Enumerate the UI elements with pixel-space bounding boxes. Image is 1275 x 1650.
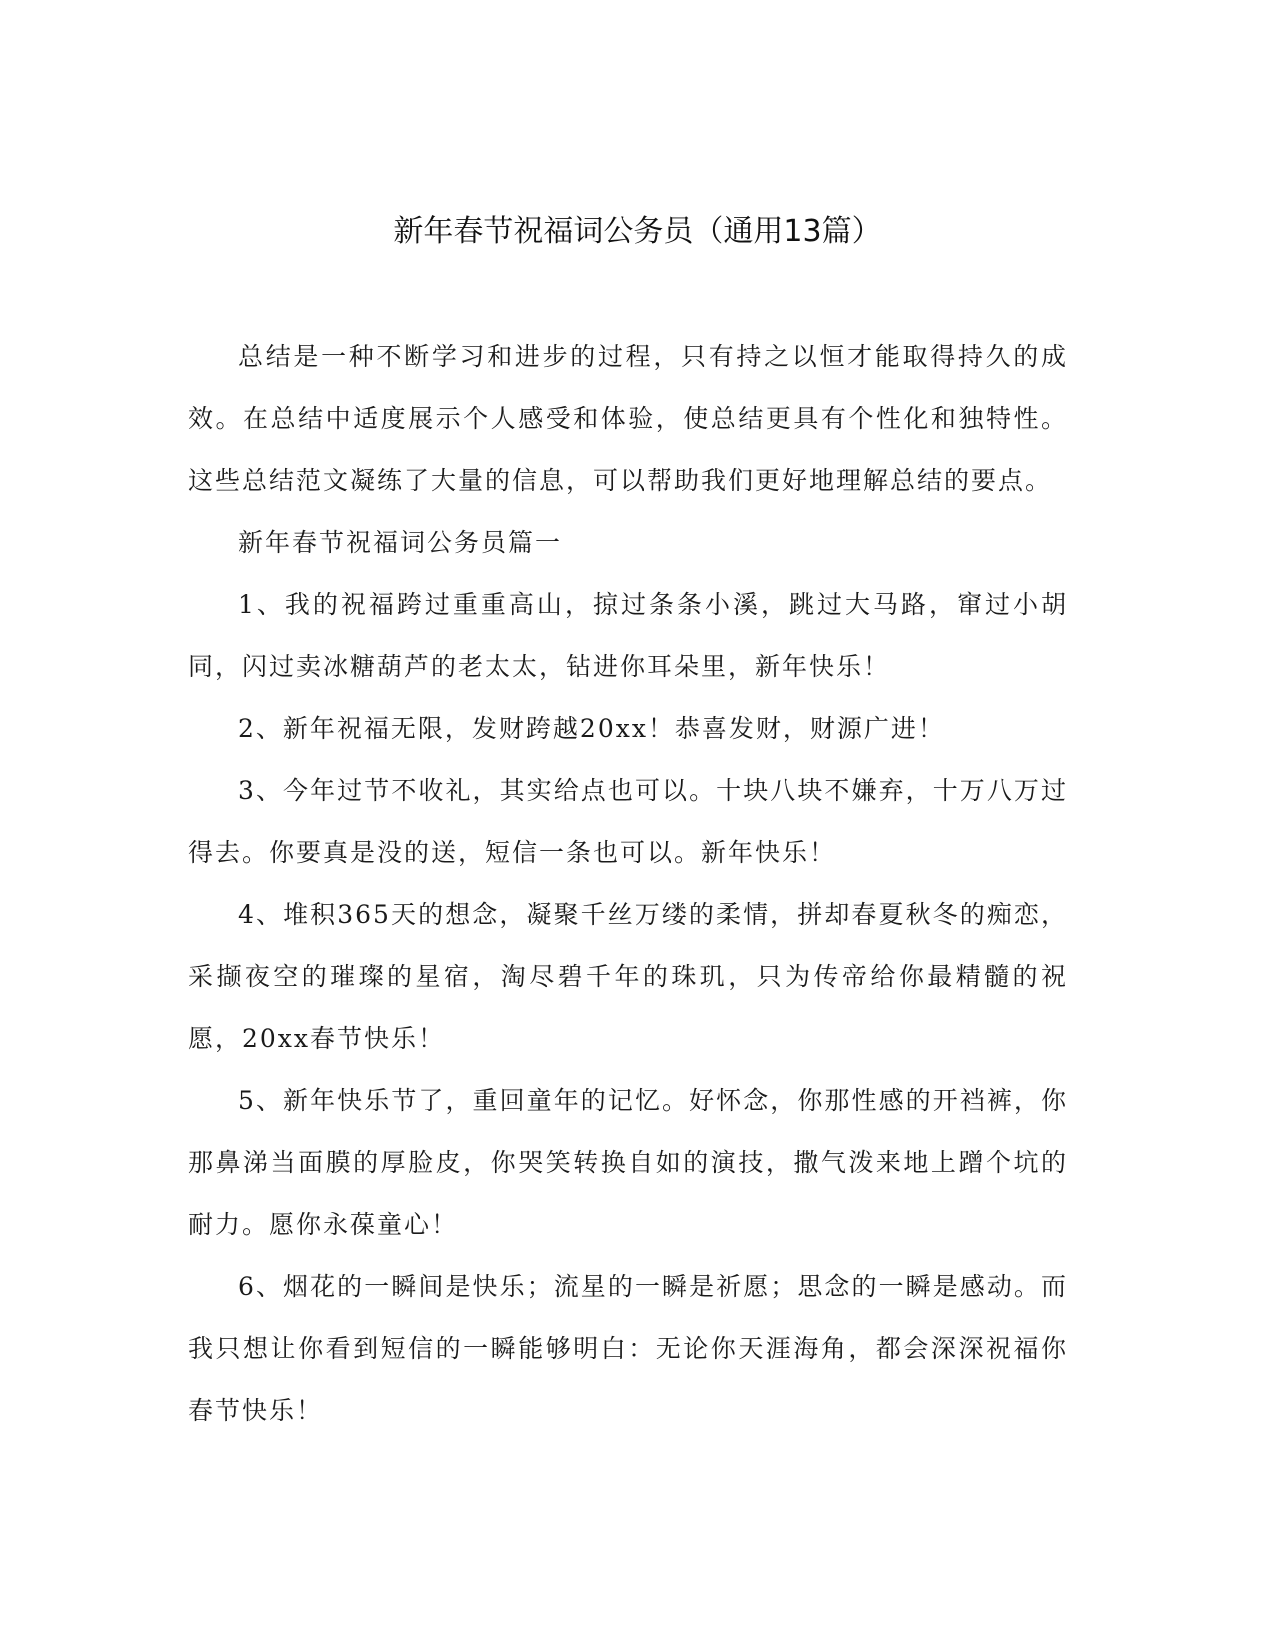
greeting-item-5: 5、新年快乐节了，重回童年的记忆。好怀念，你那性感的开裆裤，你那鼻涕当面膜的厚脸皮，你哭笑转换自如的演技，撒气泼来地上蹭个坑的耐力。愿你永葆童心！: [188, 1086, 1068, 1239]
document-title: 新年春节祝福词公务员（通用13篇）: [393, 214, 882, 249]
greeting-item-1: 1、我的祝福跨过重重高山，掠过条条小溪，跳过大马路，窜过小胡同，闪过卖冰糖葫芦的老太太，钻进你耳朵里，新年快乐！: [188, 590, 1068, 681]
section-heading: 新年春节祝福词公务员篇一: [238, 528, 563, 557]
document-body: [188, 326, 1068, 1442]
intro-paragraph: 总结是一种不断学习和进步的过程，只有持之以恒才能取得持久的成效。在总结中适度展示个人感受和体验，使总结更具有个性化和独特性。这些总结范文凝练了大量的信息，可以帮助我们更好地理解总结的要点。: [188, 342, 1068, 495]
greeting-item-4: 4、堆积365天的想念，凝聚千丝万缕的柔情，拼却春夏秋冬的痴恋，采撷夜空的璀璨的星宿，淘尽碧千年的珠玑，只为传帝给你最精髓的祝愿，20xx春节快乐！: [188, 900, 1068, 1053]
greeting-item-3: 3、今年过节不收礼，其实给点也可以。十块八块不嫌弃，十万八万过得去。你要真是没的送，短信一条也可以。新年快乐！: [188, 776, 1068, 867]
greeting-item-6: 6、烟花的一瞬间是快乐；流星的一瞬是祈愿；思念的一瞬是感动。而我只想让你看到短信的一瞬能够明白：无论你天涯海角，都会深深祝福你春节快乐！: [188, 1272, 1068, 1425]
greeting-item-2: 2、新年祝福无限，发财跨越20xx！恭喜发财，财源广进！: [238, 714, 945, 743]
